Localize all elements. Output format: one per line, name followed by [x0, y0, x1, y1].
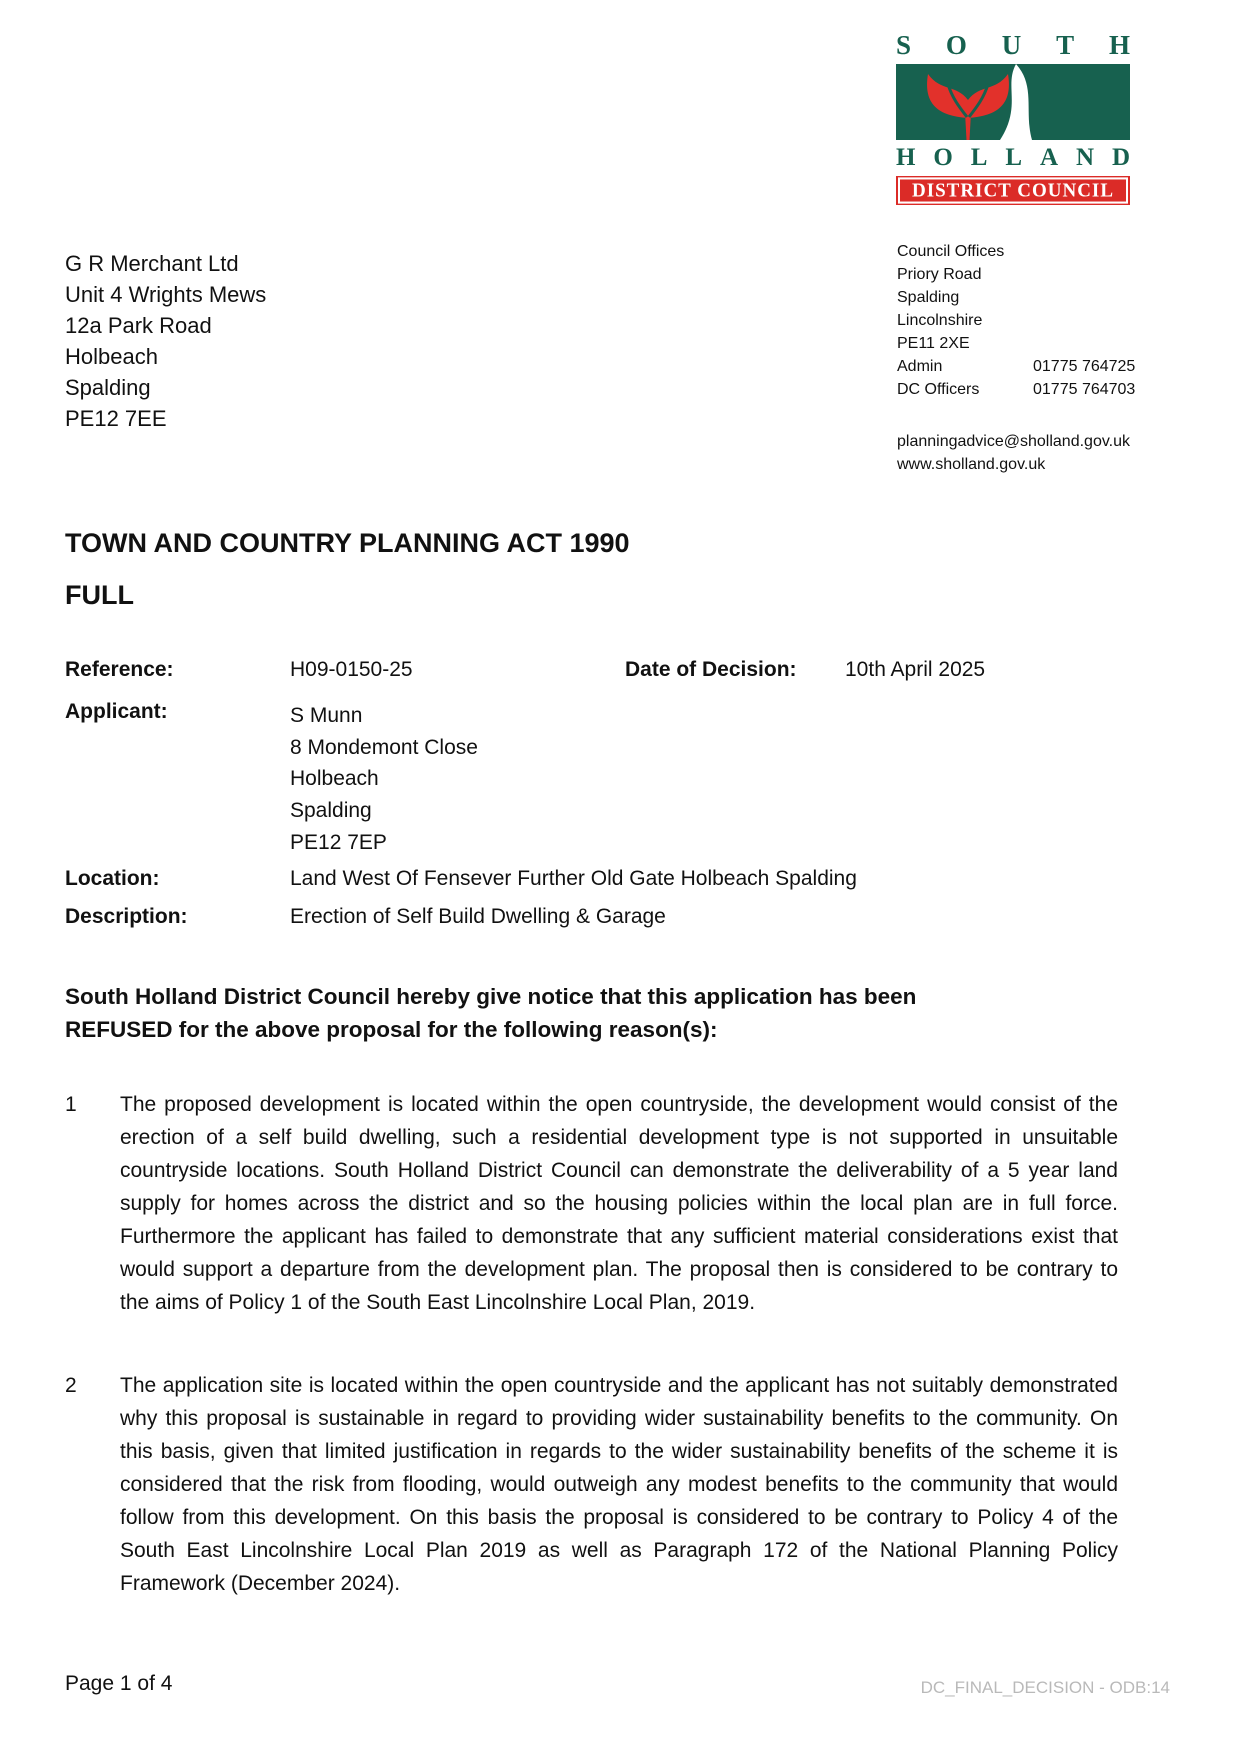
applicant-line: Holbeach	[290, 767, 379, 791]
logo-banner	[896, 176, 1130, 205]
council-address-line: Spalding	[897, 289, 960, 306]
council-address-line: Priory Road	[897, 266, 982, 283]
reason-number: 2	[65, 1374, 77, 1397]
recipient-line: PE12 7EE	[65, 406, 167, 431]
applicant-address	[290, 700, 478, 859]
reason-number: 1	[65, 1093, 77, 1116]
reason-text: The application site is located within the open countryside and the applicant has not suitably demonstrated why this proposal is sustainable in regard to providing wider sustainability benefits to the community. On this basis, given that limited justification in regards to the wider sustainability benefits of the scheme it is considered that the risk from flooding, would outweigh any modest benefits to the community that would follow from this development. On this basis the proposal is considered to be contrary to Policy 4 of the South East Lincolnshire Local Plan 2019 as well as Paragraph 172 of the National Planning Policy Framework (December 2024).	[120, 1374, 1118, 1595]
decision-date-value: 10th April 2025	[845, 658, 986, 681]
location-label: Location:	[65, 867, 160, 890]
phone-row-admin	[897, 355, 1187, 378]
phone-label: DC Officers	[897, 381, 980, 398]
council-address-line: Lincolnshire	[897, 312, 983, 329]
logo-word-holland: H O L L A N D	[896, 144, 1130, 171]
logo-word-south: S O U T H	[896, 30, 1130, 60]
council-address	[897, 240, 1187, 401]
act-title: TOWN AND COUNTRY PLANNING ACT 1990	[65, 528, 630, 558]
applicant-line: PE12 7EP	[290, 830, 387, 854]
applicant-line: 8 Mondemont Close	[290, 735, 478, 759]
decision-date-label: Date of Decision:	[625, 658, 797, 681]
recipient-line: 12a Park Road	[65, 313, 212, 338]
phone-label: Admin	[897, 358, 943, 375]
applicant-label: Applicant:	[65, 700, 168, 723]
refusal-reason-1	[65, 1088, 1118, 1319]
tulip-flame-icon	[896, 64, 1130, 140]
description-label: Description:	[65, 905, 188, 928]
phone-number: 01775 764703	[1033, 381, 1136, 398]
council-logo	[896, 30, 1130, 205]
location-value: Land West Of Fensever Further Old Gate Holbeach Spalding	[290, 867, 857, 890]
applicant-line: S Munn	[290, 704, 363, 727]
decision-notice: South Holland District Council hereby give notice that this application has been REFUSED for the above proposal for the following reason(s):	[65, 984, 917, 1042]
council-website: www.sholland.gov.uk	[897, 456, 1046, 473]
council-email: planningadvice@sholland.gov.uk	[897, 433, 1130, 450]
phone-row-dc-officers	[897, 378, 1187, 401]
reason-text: The proposed development is located within the open countryside, the development would consist of the erection of a self build dwelling, such a residential development type is not supported in unsuitable countryside locations. South Holland District Council can demonstrate the deliverability of a 5 year land supply for homes across the district and so the housing policies within the local plan are in full force. Furthermore the applicant has failed to demonstrate that any sufficient material considerations exist that would support a departure from the development plan. The proposal then is considered to be contrary to the aims of Policy 1 of the South East Lincolnshire Local Plan, 2019.	[120, 1093, 1118, 1314]
council-address-line: Council Offices	[897, 243, 1005, 260]
council-address-line: PE11 2XE	[897, 335, 970, 352]
page-indicator: Page 1 of 4	[65, 1672, 173, 1695]
recipient-address	[65, 248, 266, 434]
phone-number: 01775 764725	[1033, 358, 1136, 375]
council-online-contact	[897, 430, 1130, 476]
recipient-line: G R Merchant Ltd	[65, 251, 239, 276]
reference-value: H09-0150-25	[290, 658, 413, 681]
description-value: Erection of Self Build Dwelling & Garage	[290, 905, 666, 928]
document-code: DC_FINAL_DECISION - ODB:14	[920, 1678, 1170, 1697]
reference-label: Reference:	[65, 658, 174, 681]
application-type: FULL	[65, 580, 134, 610]
recipient-line: Unit 4 Wrights Mews	[65, 282, 267, 307]
recipient-line: Holbeach	[65, 344, 158, 369]
logo-emblem	[896, 64, 1130, 140]
recipient-line: Spalding	[65, 375, 151, 400]
refusal-reason-2	[65, 1369, 1118, 1600]
applicant-line: Spalding	[290, 799, 372, 823]
logo-banner-text: DISTRICT COUNCIL	[898, 177, 1128, 203]
